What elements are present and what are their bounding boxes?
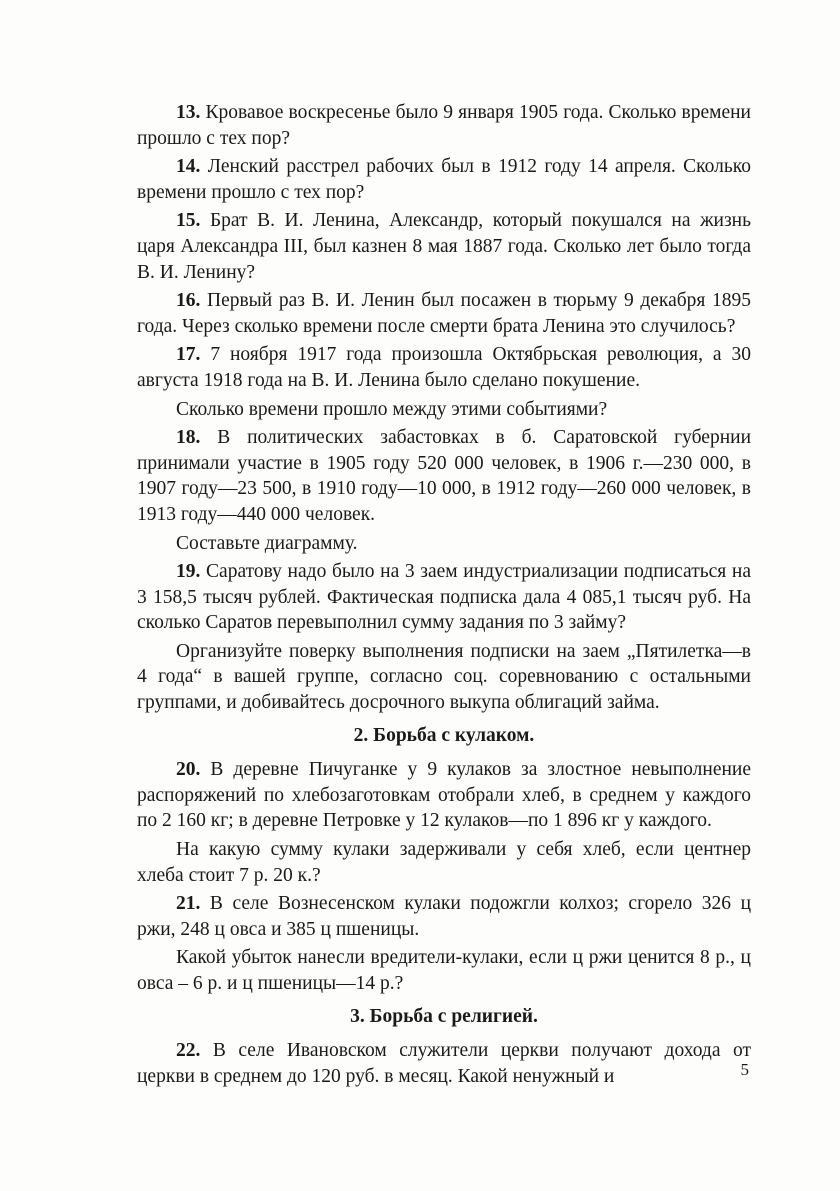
problem-22	[137, 1038, 751, 1089]
problem-text: На какую сумму кулаки задерживали у себя хлеб, если центнер хлеба стоит 7 р. 20 к.?	[137, 839, 751, 886]
problem-text: В селе Ивановском служители церкви получают дохода от церкви в среднем до 120 руб. в месяц. Какой ненужный и	[137, 1040, 752, 1087]
problem-17-question	[137, 397, 751, 423]
problem-number: 22.	[176, 1040, 201, 1062]
problem-15	[137, 208, 751, 285]
problem-number: 19.	[176, 561, 201, 583]
problem-20-question	[137, 837, 751, 888]
problem-20	[137, 757, 751, 834]
problem-21	[137, 891, 751, 942]
problem-21-question	[137, 945, 751, 996]
problem-number: 18.	[176, 427, 201, 449]
problem-16	[137, 288, 751, 339]
problem-number: 20.	[176, 759, 201, 781]
problem-number: 16.	[176, 290, 201, 312]
problem-text: Организуйте поверку выполнения подписки на заем „Пятилетка—в 4 года“ в вашей группе, согласно соц. соревнованию с остальными группами, и добивайтесь досрочного выкупа облигаций займа.	[137, 640, 751, 714]
problem-18-task	[137, 531, 751, 557]
problem-14	[137, 154, 751, 205]
problem-number: 15.	[176, 210, 201, 232]
problem-number: 14.	[176, 156, 201, 178]
problem-text: В политических забастовках в б. Саратовской губернии принимали участие в 1905 году 520 000 человек, в 1906 г.—230 000, в 1907 году—23 500, в 1910 году—10 000, в 1912 году—260 000 человек, в 1913 году—440 000 человек.	[137, 427, 751, 525]
problem-text: Саратову надо было на 3 заем индустриализации подписаться на 3 158,5 тысяч рублей. Фактическая подписка дала 4 085,1 тысяч руб. На сколько Саратов перевыполнил сумму задания по 3 займу?	[137, 561, 751, 634]
loan-note	[137, 639, 751, 716]
problem-text: Первый раз В. И. Ленин был посажен в тюрьму 9 декабря 1895 года. Через сколько времени после смерти брата Ленина это случилось?	[137, 290, 752, 337]
problem-18	[137, 425, 751, 527]
problem-text: 7 ноября 1917 года произошла Октябрьская революция, а 30 августа 1918 года на В. И. Ленина было сделано покушение.	[137, 344, 752, 391]
problem-text: В селе Вознесенском кулаки подожгли колхоз; сгорело 326 ц ржи, 248 ц овса и 385 ц пшеницы.	[137, 893, 752, 940]
problem-17	[137, 342, 751, 393]
problem-text: В деревне Пичуганке у 9 кулаков за злостное невыполнение распоряжений по хлебозаготовкам отобрали хлеб, в среднем у каждого по 2 160 кг; в деревне Петровке у 12 кулаков—по 1 896 кг у каждого.	[137, 759, 752, 832]
problem-text: Брат В. И. Ленина, Александр, который покушался на жизнь царя Александра III, был казнен 8 мая 1887 года. Сколько лет было тогда В. И. Ленину?	[137, 210, 752, 283]
problem-number: 21.	[176, 893, 201, 915]
problem-number: 17.	[176, 344, 201, 366]
problem-text: Составьте диаграмму.	[176, 532, 358, 554]
page-number: 5	[740, 1060, 749, 1079]
problem-19	[137, 559, 751, 636]
problem-text: Ленский расстрел рабочих был в 1912 году 14 апреля. Сколько времени прошло с тех пор?	[137, 156, 752, 203]
problem-text: Какой убыток нанесли вредители-кулаки, если ц ржи ценится 8 р., ц овса – 6 р. и ц пшеницы—14 р.?	[137, 947, 751, 994]
section-heading-kulak: 2. Борьба с кулаком.	[353, 724, 535, 746]
problem-13	[137, 100, 751, 151]
page-text	[137, 100, 751, 1092]
problem-number: 13.	[176, 102, 201, 123]
section-heading-religion: 3. Борьба с религией.	[350, 1005, 538, 1027]
problem-text: Кровавое воскресенье было 9 января 1905 года. Сколько времени прошло с тех пор?	[137, 102, 751, 149]
problem-text: Сколько времени прошло между этими событиями?	[176, 398, 608, 420]
